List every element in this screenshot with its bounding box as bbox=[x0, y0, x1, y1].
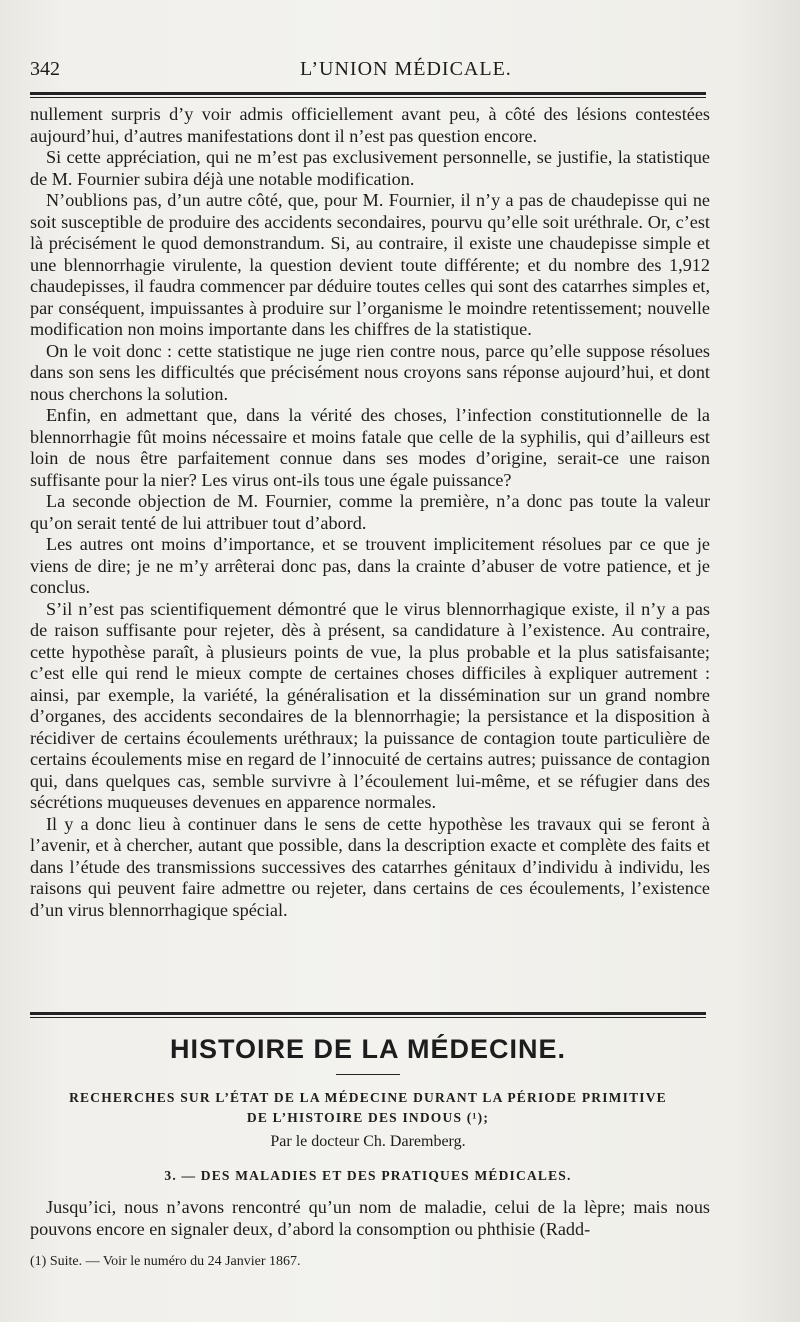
paragraph: N’oublions pas, d’un autre côté, que, pour M. Fournier, il n’y a pas de chaudepisse qui ne soit susceptible de produire des accidents secondaires, pourvu qu’elle soit uréthrale. Or, c’est là précisément le quod demonstrandum. Si, au contraire, il existe une chaudepisse simple et une blennorrhagie virulente, la question devient toute différente; et du nombre des 1,912 chaudepisses, il faudra commencer par déduire toutes celles qui sont des catarrhes simples et, par conséquent, impuissantes à produire sur l’organisme le moindre retentissement; nouvelle modification non moins importante dans les chiffres de la statistique. bbox=[30, 190, 710, 339]
page-number: 342 bbox=[30, 58, 60, 80]
paragraph: Les autres ont moins d’importance, et se trouvent implicitement résolues par ce que je viens de dire; je ne m’y arrêterai donc pas, dans la crainte d’abuser de votre patience, et je conclus. bbox=[30, 534, 710, 597]
journal-title: L’UNION MÉDICALE. bbox=[300, 58, 512, 80]
byline: Par le docteur Ch. Daremberg. bbox=[270, 1133, 466, 1150]
paragraph: On le voit donc : cette statistique ne juge rien contre nous, parce qu’elle suppose résolues dans son sens les difficultés que précisément nous croyons sans réponse aujourd’hui, et dont nous cherchons la solution. bbox=[30, 340, 710, 404]
title-divider bbox=[336, 1074, 400, 1075]
paragraph: Enfin, en admettant que, dans la vérité des choses, l’infection constitutionnelle de la blennorrhagie fût moins nécessaire et moins fatale que celle de la syphilis, qui d’ailleurs est loin de nous être parfaitement connue dans ses modes d’origine, serait-ce une raison suffisante pour la nier? Les virus ont-ils tous une égale puissance? bbox=[30, 405, 710, 490]
header-rule bbox=[30, 92, 706, 98]
article-title bbox=[30, 1088, 706, 1128]
article-body-continued bbox=[30, 1196, 710, 1240]
paragraph: S’il n’est pas scientifiquement démontré que le virus blennorrhagique existe, il n’y a pas de raison suffisante pour rejeter, dès à présent, sa candidature à l’existence. Au contraire, cette hypothèse paraît, à plusieurs points de vue, la plus probable et la plus satisfaisante; c’est elle qui rend le mieux compte de certaines choses difficiles à expliquer autrement : ainsi, par exemple, la variété, la généralisation et la dissémination sur un grand nombre d’organes, des accidents secondaires de la blennorrhagie; la persistance et la disposition à récidiver de certains écoulements uréthraux; la puissance de contagion toute particulière de certains écoulements mise en regard de l’innocuité de certains autres; puissance de contagion qui, dans quelques cas, semble survivre à l’écoulement lui-même, et se réfugier dans des sécrétions muqueuses devenues en apparence normales. bbox=[30, 598, 710, 812]
article-body bbox=[30, 104, 710, 921]
subsection-heading: 3. — DES MALADIES ET DES PRATIQUES MÉDICALES. bbox=[164, 1168, 572, 1183]
paragraph: nullement surpris d’y voir admis officiellement avant peu, à côté des lésions contestées aujourd’hui, d’autres manifestations dont il n’est pas question encore. bbox=[30, 104, 710, 146]
footnote: (1) Suite. — Voir le numéro du 24 Janvier 1867. bbox=[30, 1254, 301, 1269]
paragraph: Jusqu’ici, nous n’avons rencontré qu’un nom de maladie, celui de la lèpre; mais nous pouvons encore en signaler deux, d’abord la consomption ou phthisie (Radd- bbox=[30, 1197, 710, 1239]
paragraph: La seconde objection de M. Fournier, comme la première, n’a donc pas toute la valeur qu’on serait tenté de lui attribuer tout d’abord. bbox=[30, 491, 710, 533]
section-rule bbox=[30, 1012, 706, 1018]
article-title-line: RECHERCHES SUR L’ÉTAT DE LA MÉDECINE DURANT LA PÉRIODE PRIMITIVE bbox=[69, 1090, 667, 1105]
paragraph: Si cette appréciation, qui ne m’est pas exclusivement personnelle, se justifie, la statistique de M. Fournier subira déjà une notable modification. bbox=[30, 147, 710, 189]
page-header bbox=[30, 58, 706, 94]
section-title: HISTOIRE DE LA MÉDECINE. bbox=[169, 1034, 567, 1064]
paragraph: Il y a donc lieu à continuer dans le sens de cette hypothèse les travaux qui se feront à l’avenir, et à chercher, autant que possible, dans la description exacte et complète des faits et dans l’étude des transmissions successives des catarrhes génitaux d’individu à individu, les raisons qui peuvent faire admettre ou rejeter, dans certains de ces écoulements, l’existence d’un virus blennorrhagique spécial. bbox=[30, 813, 710, 920]
article-title-line: DE L’HISTOIRE DES INDOUS (¹); bbox=[246, 1110, 490, 1125]
